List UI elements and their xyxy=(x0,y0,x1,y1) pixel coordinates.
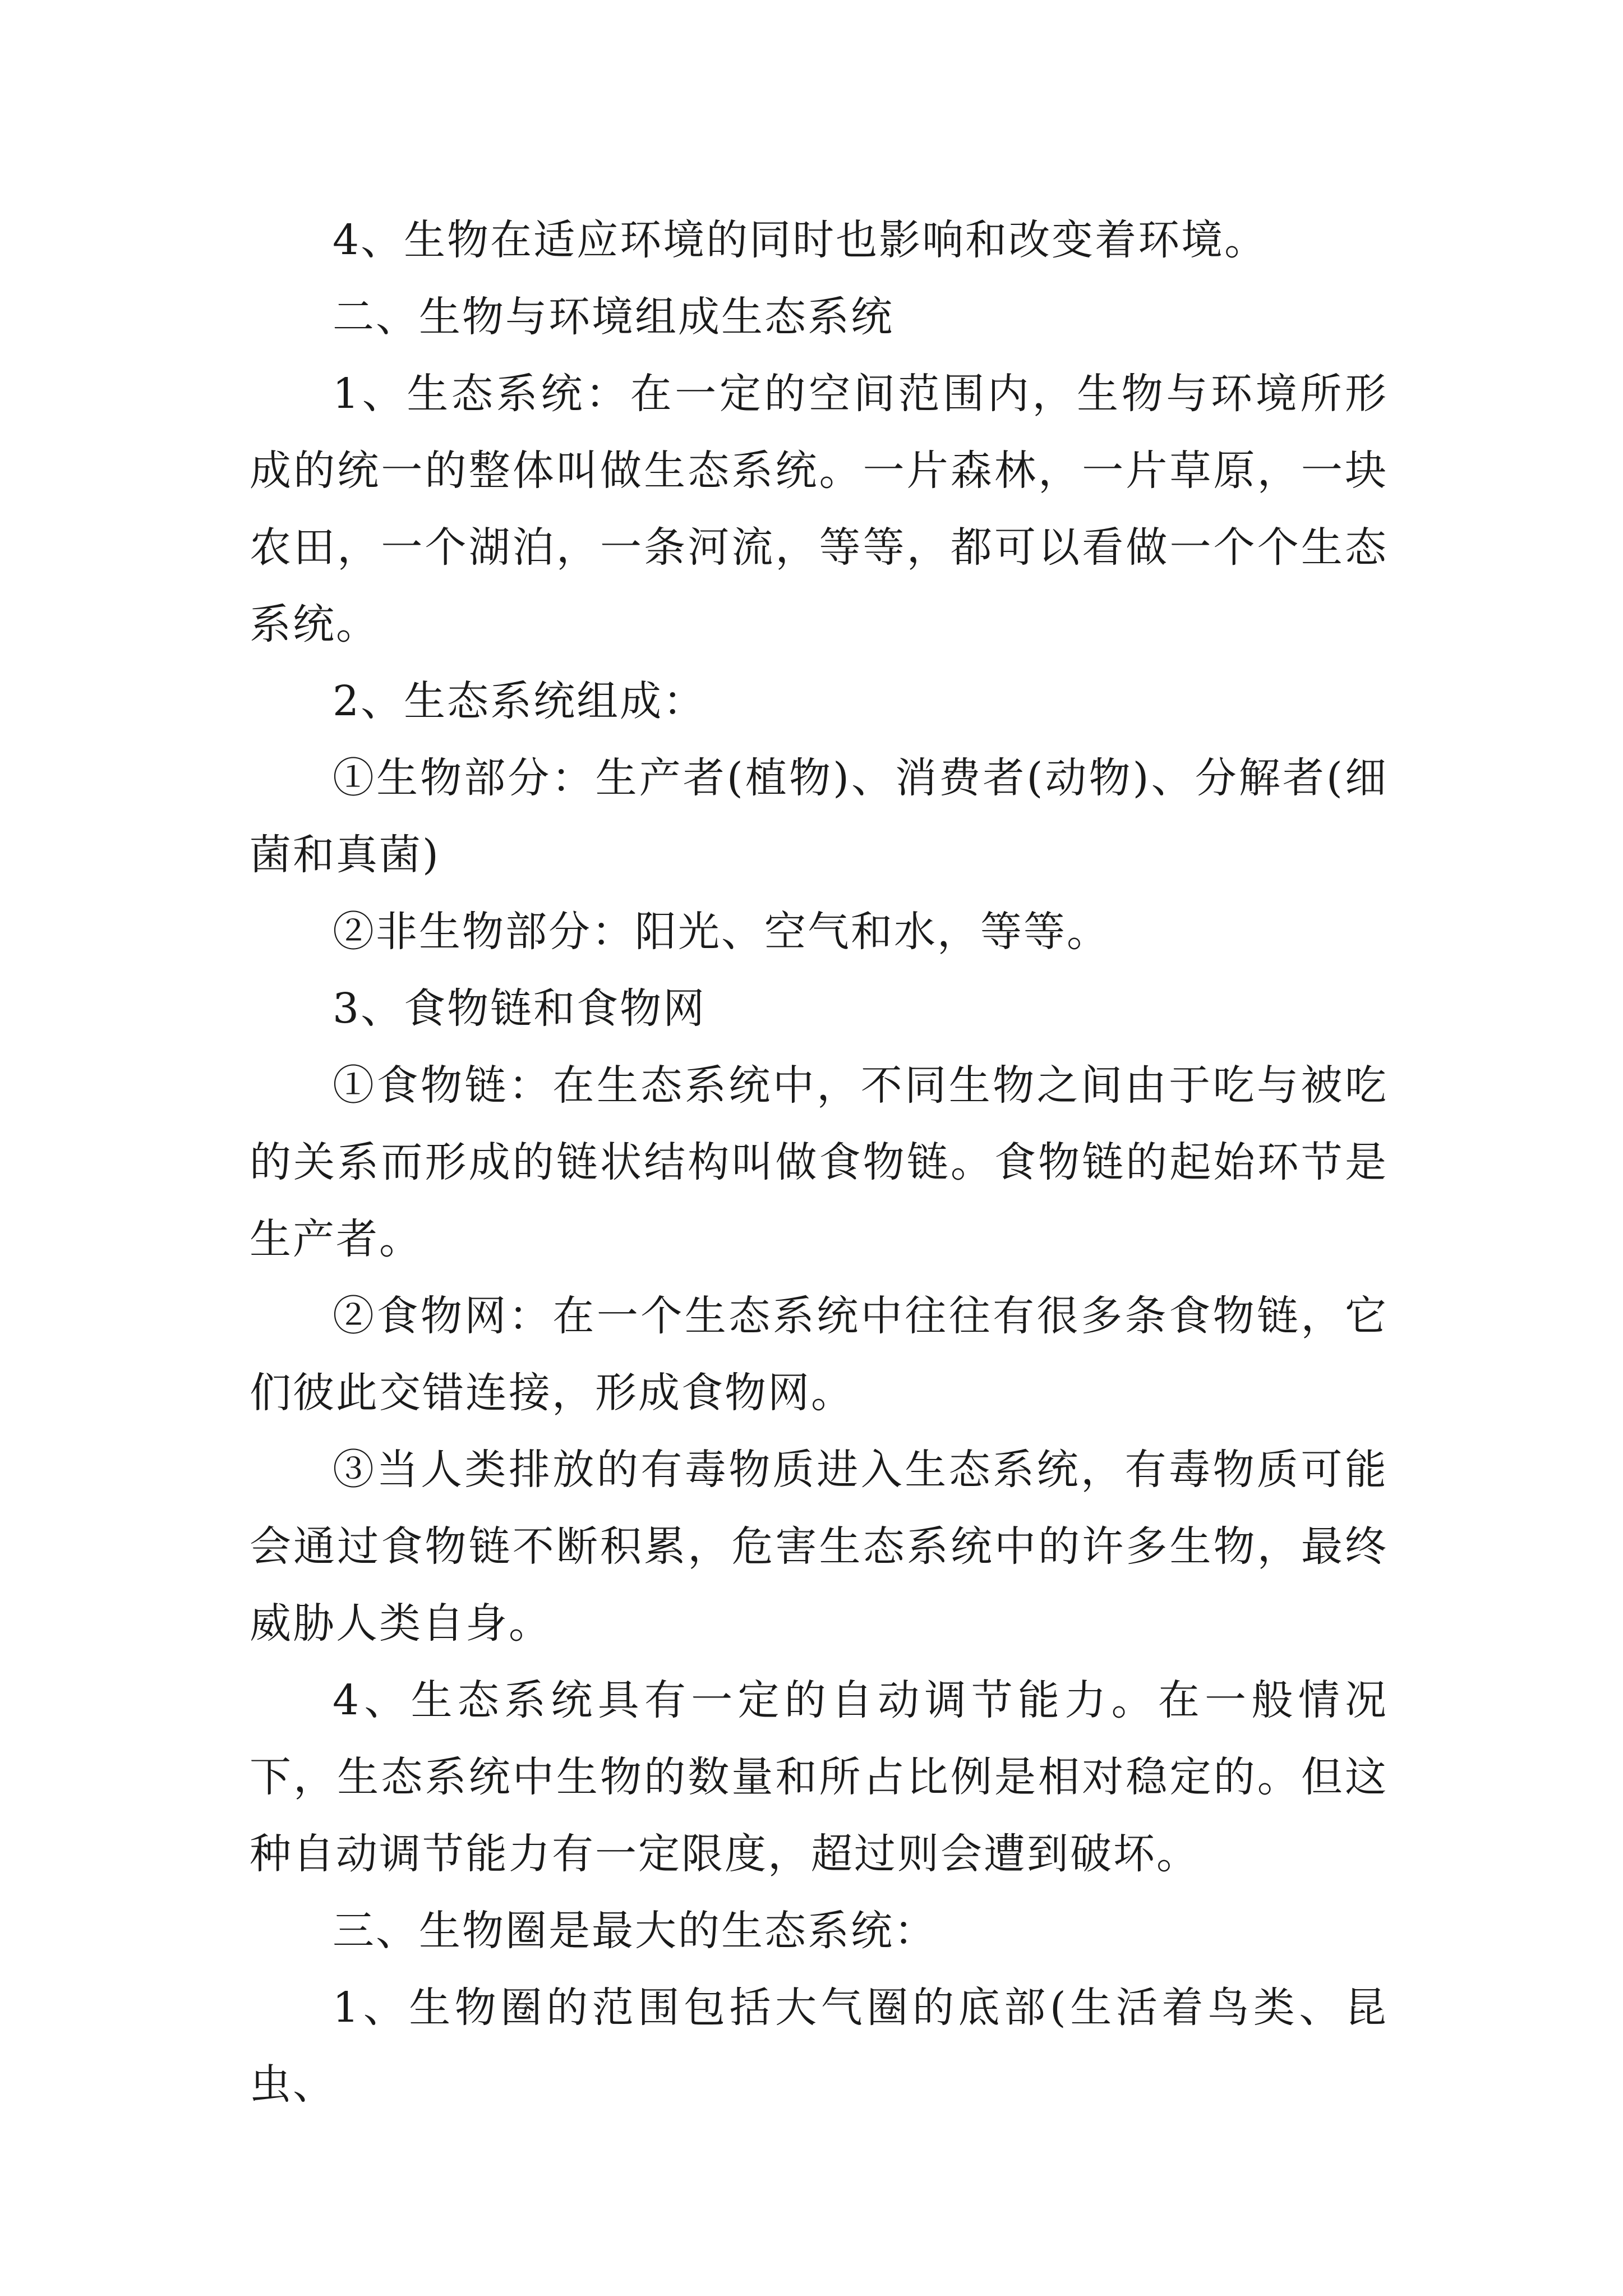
heading-biosphere: 三、生物圈是最大的生态系统： xyxy=(333,1907,937,1955)
paragraph-biosphere-range: 1、生物圈的范围包括大气圈的底部(生活着鸟类、昆虫、 xyxy=(250,1984,1388,2109)
heading-food-chain-and-web: 3、食物链和食物网 xyxy=(333,984,707,1033)
paragraph-environment-influence: 4、生物在适应环境的同时也影响和改变着环境。 xyxy=(333,216,1268,264)
paragraph-food-web: ②食物网：在一个生态系统中往往有很多条食物链，它们彼此交错连接，形成食物网。 xyxy=(250,1292,1388,1417)
paragraph-ecosystem-definition: 1、生态系统：在一定的空间范围内，生物与环境所形成的统一的整体叫做生态系统。一片森林，一片草原，一块农田，一个湖泊，一条河流，等等，都可以看做一个个生态系统。 xyxy=(250,370,1388,648)
paragraph-abiotic-components: ②非生物部分：阳光、空气和水，等等。 xyxy=(333,908,1110,956)
paragraph-food-chain: ①食物链：在生态系统中，不同生物之间由于吃与被吃的关系而形成的链状结构叫做食物链。食物链的起始环节是生产者。 xyxy=(250,1061,1388,1263)
document-body xyxy=(250,202,1388,2123)
heading-organisms-and-environment: 二、生物与环境组成生态系统 xyxy=(333,293,894,341)
paragraph-self-regulation: 4、生态系统具有一定的自动调节能力。在一般情况下，生态系统中生物的数量和所占比例是相对稳定的。但这种自动调节能力有一定限度，超过则会遭到破坏。 xyxy=(250,1676,1388,1878)
paragraph-biotic-components: ①生物部分：生产者(植物)、消费者(动物)、分解者(细菌和真菌) xyxy=(250,754,1388,879)
paragraph-toxic-accumulation: ③当人类排放的有毒物质进入生态系统，有毒物质可能会通过食物链不断积累，危害生态系统中的许多生物，最终威胁人类自身。 xyxy=(250,1446,1388,1648)
heading-ecosystem-composition: 2、生态系统组成： xyxy=(333,677,707,725)
